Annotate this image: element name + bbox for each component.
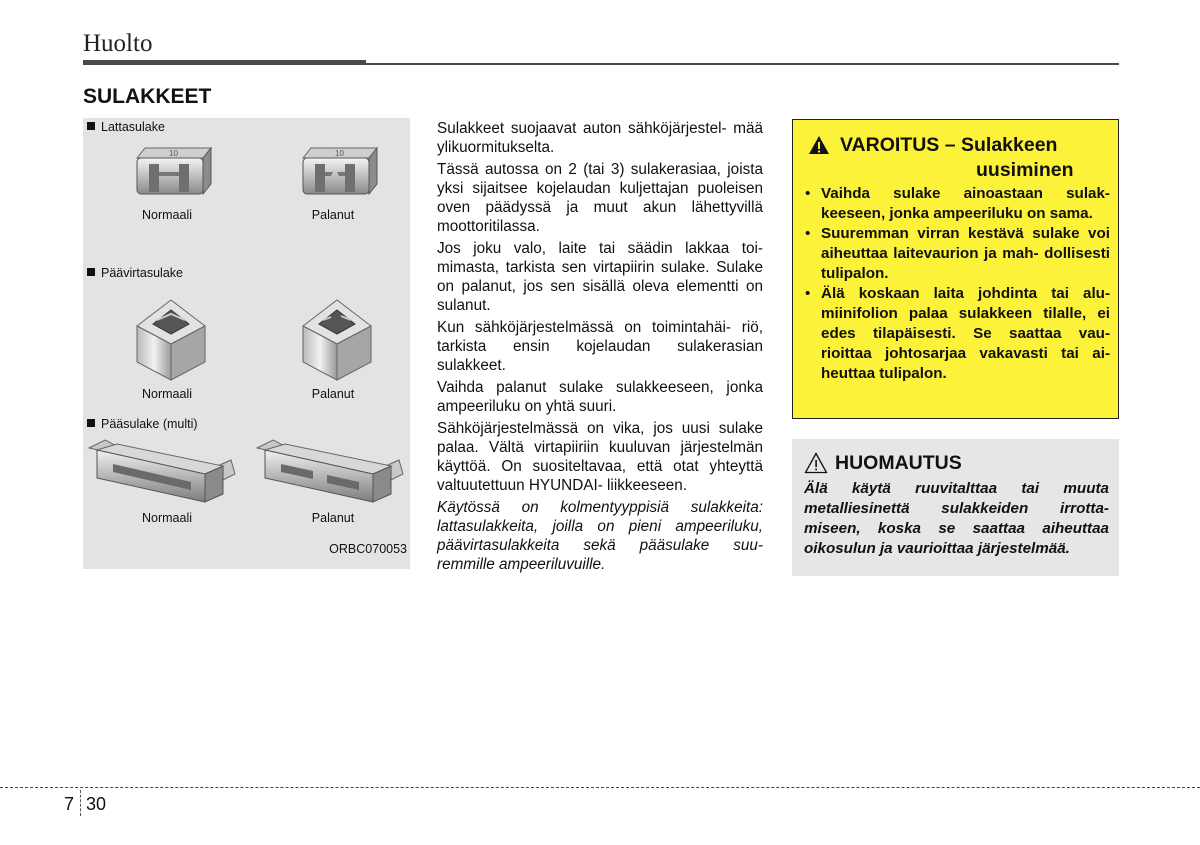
blade-fuse-blown-image <box>297 146 381 200</box>
multi-fuse-normal-image <box>87 438 237 506</box>
notice-box <box>792 439 1119 576</box>
multi-fuse-blown-image <box>255 438 405 506</box>
page-header-title: Huolto <box>83 30 153 57</box>
figure-label-multi: Pääsulake (multi) <box>87 417 198 431</box>
warning-triangle-icon <box>808 135 830 155</box>
header-bar <box>83 60 366 65</box>
body-text <box>437 119 763 577</box>
fuse-rating-text: 10 <box>169 149 178 158</box>
caption-normal: Normaali <box>141 511 192 525</box>
cartridge-fuse-blown-image <box>299 296 375 382</box>
figure-label-blade: Lattasulake <box>87 120 165 134</box>
cartridge-fuse-normal-image <box>133 296 209 382</box>
footer-dashed-rule <box>0 787 1200 788</box>
fuse-rating-text: 10 <box>335 149 344 158</box>
chapter-number: 7 <box>64 794 75 814</box>
header-rule <box>366 63 1119 65</box>
warning-box: VAROITUS – Sulakkeen uusiminen • Vaihda sulake ainoastaan sulak- keeseen, jonka ampeeriluku on sama. • Suuremman virran kestävä sulake voi aiheuttaa laitevaurion ja mah- dollisesti tulipalon. • Älä koskaan laita johdinta tai alu- miinifolion palaa sulakkeen tilalle, ei edes tilapäisesti. Se saattaa vau- rioittaa johtosarjaa vakavasti tai ai- heuttaa tulipalon. <box>792 119 1119 419</box>
page-number <box>64 794 107 815</box>
blade-fuse-normal-image <box>131 146 215 200</box>
warning-list <box>805 184 1110 384</box>
body-paragraph: Sähköjärjestelmässä on vika, jos uusi sulake palaa. Vältä virtapiiriin kuuluvan järjestelmän käyttöä. On suositeltavaa, että otat yhteyttä valtuutettuun HYUNDAI- liikkeeseen. <box>437 420 763 494</box>
body-paragraph: Jos joku valo, laite tai säädin lakkaa toi- mimasta, tarkista sen virtapiirin sulake. Sulake on palanut, jos sen sisällä oleva elementti on sulanut. <box>437 240 763 314</box>
body-paragraph: Vaihda palanut sulake sulakkeeseen, jonka ampeeriluku on yhtä suuri. <box>437 379 763 415</box>
notice-text: Älä käytä ruuvitalttaa tai muuta metalliesinettä sulakkeiden irrotta- miseen, koska se saattaa aiheuttaa oikosulun ja vaurioittaa järjestelmää. <box>804 480 1109 557</box>
fuse-figure <box>83 118 410 569</box>
caution-triangle-icon <box>804 452 828 474</box>
figure-code: ORBC070053 <box>329 542 407 556</box>
caption-blown: Palanut <box>311 511 355 525</box>
caption-normal: Normaali <box>141 387 192 401</box>
figure-label-main: Päävirtasulake <box>87 266 183 280</box>
caption-normal: Normaali <box>141 208 192 222</box>
page-number-value: 30 <box>86 794 107 814</box>
notice-title: HUOMAUTUS <box>835 452 962 474</box>
warning-item: • Älä koskaan laita johdinta tai alu- miinifolion palaa sulakkeen tilalle, ei edes tilapäisesti. Se saattaa vau- rioittaa johtosarjaa vakavasti tai ai- heuttaa tulipalon. <box>805 285 1110 382</box>
caption-blown: Palanut <box>311 387 355 401</box>
caption-blown: Palanut <box>311 208 355 222</box>
warning-item: • Vaihda sulake ainoastaan sulak- keeseen, jonka ampeeriluku on sama. <box>805 185 1110 222</box>
body-paragraph: Tässä autossa on 2 (tai 3) sulakerasiaa, joista yksi sijaitsee kojelaudan kuljettajan puoleisen oven päädyssä ja muut akun lähettyvillä moottoritilassa. <box>437 161 763 235</box>
body-paragraph: Kun sähköjärjestelmässä on toimintahäi- riö, tarkista ensin kojelaudan sulakerasian sulakkeet. <box>437 319 763 374</box>
body-paragraph-italic: Käytössä on kolmentyyppisiä sulakkeita: lattasulakkeita, joilla on pieni ampeeriluku, päävirtasulakkeita sekä pääsulake suu- remmille ampeeriluvuille. <box>437 499 763 573</box>
section-title: SULAKKEET <box>83 85 212 108</box>
body-paragraph: Sulakkeet suojaavat auton sähköjärjestel- mää ylikuormitukselta. <box>437 120 763 156</box>
warning-item: • Suuremman virran kestävä sulake voi aiheuttaa laitevaurion ja mah- dollisesti tulipalon. <box>805 225 1110 282</box>
